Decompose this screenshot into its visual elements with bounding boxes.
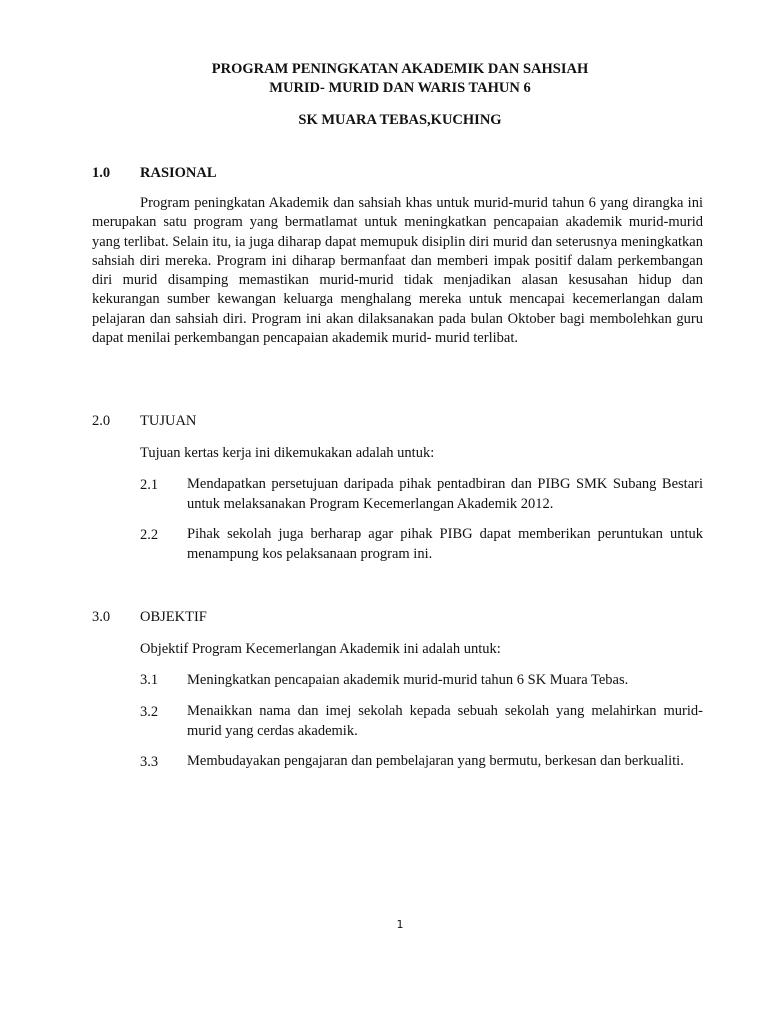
item-2-2-number: 2.2 <box>140 527 159 543</box>
item-2-1-number: 2.1 <box>140 477 159 493</box>
item-3-1-text: Meningkatkan pencapaian akademik murid-murid tahun 6 SK Muara Tebas. <box>187 672 629 688</box>
section-3-intro: Objektif Program Kecemerlangan Akademik ini adalah untuk: <box>140 641 501 657</box>
item-3-3-number: 3.3 <box>140 754 159 770</box>
section-1-paragraph: Program peningkatan Akademik dan sahsiah khas untuk murid-murid tahun 6 yang dirangka ini merupakan satu program yang bermatlamat untuk meningkatkan pencapaian akademik murid-murid yang terlibat. Selain itu, ia juga diharap dapat memupuk disiplin diri murid dan seterusnya meningkatkan sahsiah diri mereka. Program ini diharap bermanfaat dan memberi impak positif dalam perkembangan diri murid disamping memastikan murid-murid tidak menjadikan alasan kesusahan hidup dan kekurangan sumber kewangan keluarga menghalang mereka untuk mencapai kecemerlangan dalam pelajaran dan sahsiah diri. Program ini akan dilaksanakan pada bulan Oktober bagi membolehkan guru dapat menilai perkembangan pencapaian akademik murid- murid terlibat. <box>92 195 703 347</box>
section-2-number: 2.0 <box>92 413 111 429</box>
item-3-2-number: 3.2 <box>140 704 159 720</box>
item-3-3-text: Membudayakan pengajaran dan pembelajaran yang bermutu, berkesan dan berkualiti. <box>187 753 684 769</box>
item-2-1-text: Mendapatkan persetujuan daripada pihak pentadbiran dan PIBG SMK Subang Bestari untuk melaksanakan Program Kecemerlangan Akademik 2012. <box>187 476 703 512</box>
section-1-title: RASIONAL <box>140 165 217 181</box>
section-2-title: TUJUAN <box>140 413 197 429</box>
section-3-title: OBJEKTIF <box>140 609 207 625</box>
item-3-1-number: 3.1 <box>140 672 159 688</box>
item-3-2-text: Menaikkan nama dan imej sekolah kepada sebuah sekolah yang melahirkan murid-murid yang cerdas akademik. <box>187 703 703 739</box>
page-number: 1 <box>396 918 404 931</box>
section-1-number: 1.0 <box>92 165 111 181</box>
document-title-line-2: MURID- MURID DAN WARIS TAHUN 6 <box>269 80 531 96</box>
section-3-number: 3.0 <box>92 609 111 625</box>
item-2-2-text: Pihak sekolah juga berharap agar pihak PIBG dapat memberikan peruntukan untuk menampung kos pelaksanaan program ini. <box>187 526 703 562</box>
school-name: SK MUARA TEBAS,KUCHING <box>298 112 502 128</box>
section-2-intro: Tujuan kertas kerja ini dikemukakan adalah untuk: <box>140 445 435 461</box>
document-title-line-1: PROGRAM PENINGKATAN AKADEMIK DAN SAHSIAH <box>211 61 589 77</box>
